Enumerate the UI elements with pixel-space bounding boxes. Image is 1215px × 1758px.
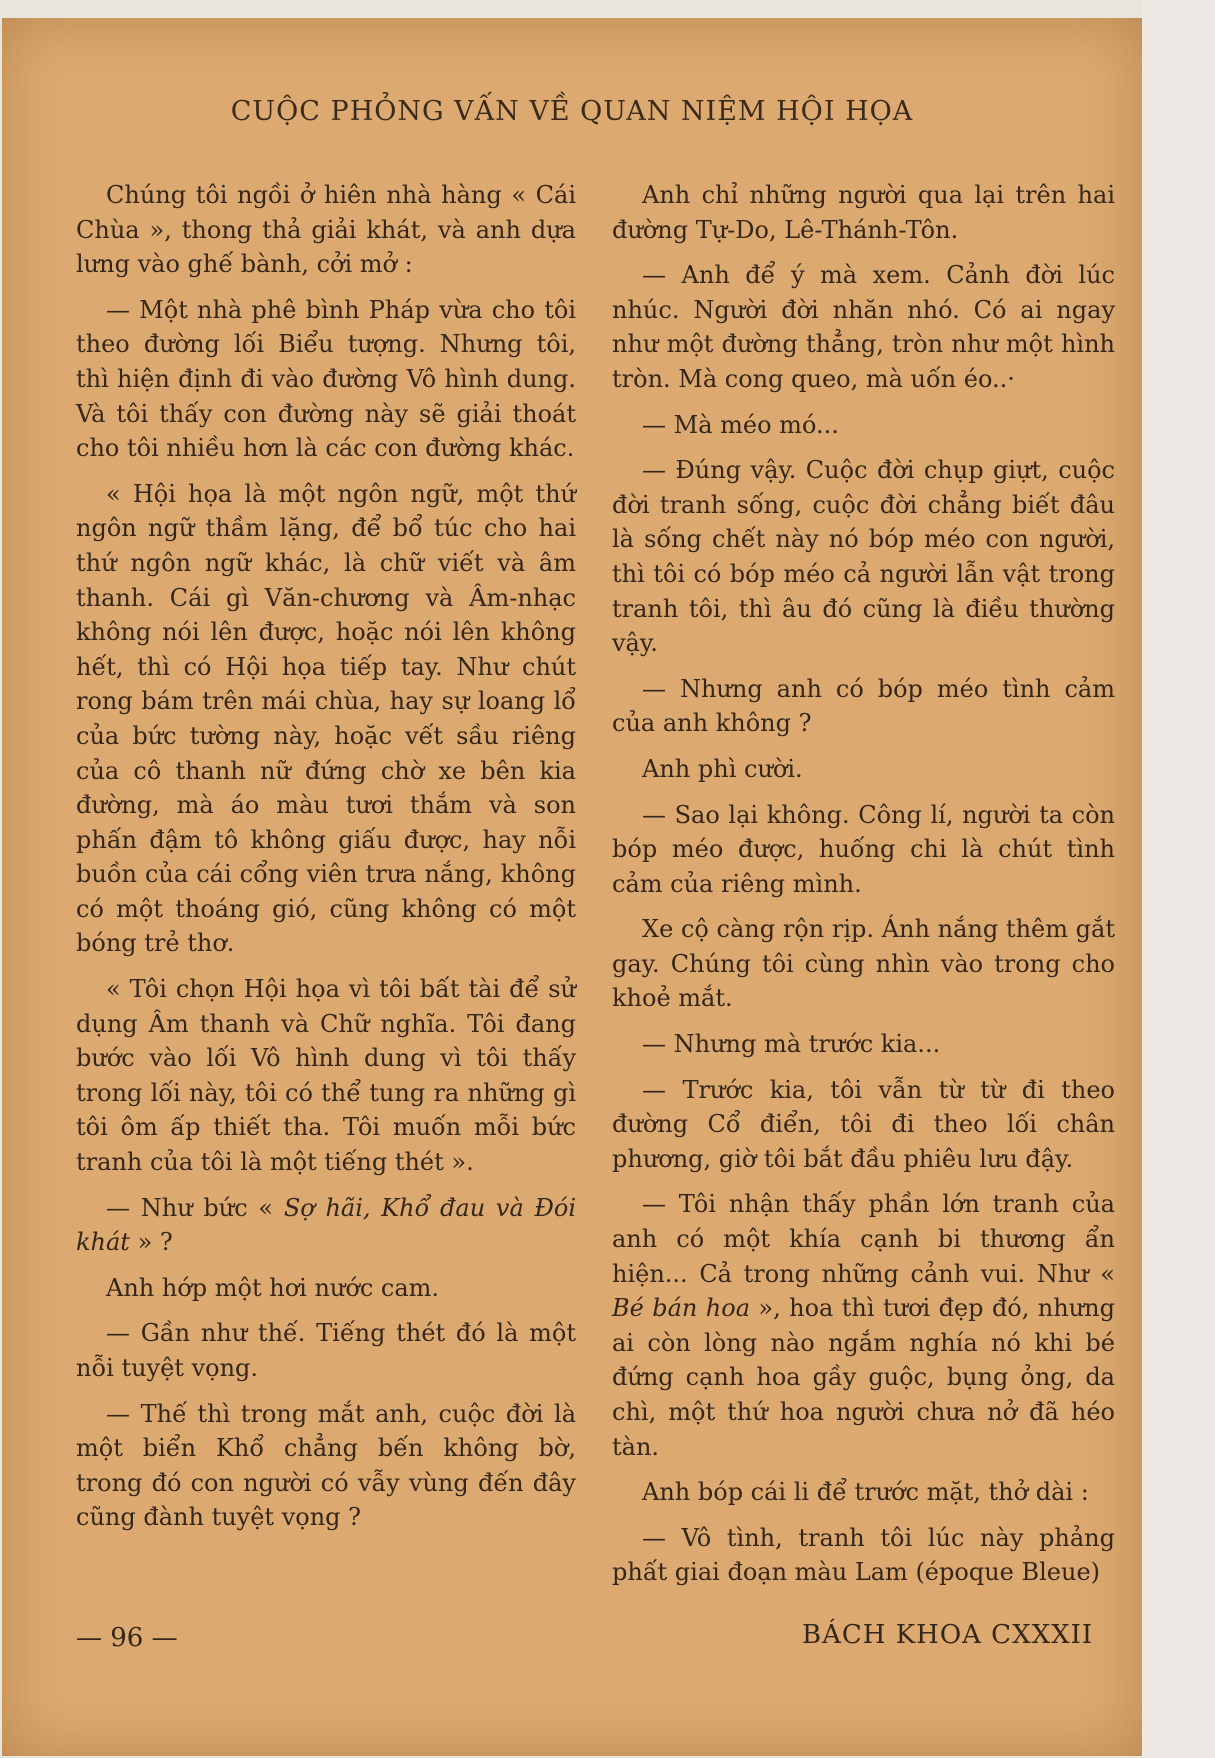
page-title: CUỘC PHỎNG VẤN VỀ QUAN NIỆM HỘI HỌA (230, 96, 914, 127)
paragraph: « Hội họa là một ngôn ngữ, một thứ ngôn ngữ thầm lặng, để bổ túc cho hai thứ ngôn ngữ khác, là chữ viết và âm thanh. Cái gì Văn-chương và Âm-nhạc không nói lên được, hoặc nói lên không hết, thì có Hội họa tiếp tay. Như chút rong bám trên mái chùa, hay sự loang lổ của bức tường này, hoặc vết sầu riêng của cô thanh nữ đứng chờ xe bên kia đường, mà áo màu tươi thắm và son phấn đậm tô không giấu được, hay nỗi buồn của cái cổng viên trưa nắng, không có một thoáng gió, cũng không có một bóng trẻ thơ. (76, 479, 576, 958)
paragraph: — Nhưng mà trước kia... (642, 1030, 941, 1059)
paragraph: Anh hớp một hơi nước cam. (106, 1273, 440, 1302)
text: — Như bức « (106, 1193, 284, 1222)
right-column (612, 178, 1115, 1601)
publication-name: BÁCH KHOA CXXXII (802, 1620, 1094, 1650)
paragraph: — Vô tình, tranh tôi lúc này phảng phất giai đoạn màu Lam (époque Bleue) (612, 1523, 1115, 1587)
artwork-title: Bé bán hoa (612, 1294, 751, 1323)
text: », hoa thì tươi đẹp đó, nhưng ai còn lòng nào ngắm nghía nó khi bé đứng cạnh hoa gầy guộc, bụng ỏng, da chì, một thứ hoa người chưa nở đã héo tàn. (612, 1294, 1115, 1461)
paragraph (612, 1187, 1115, 1464)
paragraph: — Một nhà phê bình Pháp vừa cho tôi theo đường lối Biểu tượng. Nhưng tôi, thì hiện định đi vào đường Vô hình dung. Và tôi thấy con đường này sẽ giải thoát cho tôi nhiều hơn là các con đường khác. (76, 295, 576, 463)
artwork-title: Sợ hãi, Khổ đau và Đói khát (76, 1193, 577, 1257)
page-number: — 96 — (76, 1623, 178, 1653)
paragraph: — Anh để ý mà xem. Cảnh đời lúc nhúc. Người đời nhăn nhó. Có ai ngay như một đường thẳng, tròn như một hình tròn. Mà cong queo, mà uốn éo..· (612, 261, 1115, 393)
paragraph: « Tôi chọn Hội họa vì tôi bất tài để sử dụng Âm thanh và Chữ nghĩa. Tôi đang bước vào lối Vô hình dung vì tôi thấy trong lối này, tôi có thể tung ra những gì tôi ôm ấp thiết tha. Tôi muốn mỗi bức tranh của tôi là một tiếng thét ». (76, 975, 576, 1177)
paragraph: Anh phì cười. (642, 754, 803, 783)
left-column (76, 178, 576, 1546)
paragraph: Anh chỉ những người qua lại trên hai đường Tự-Do, Lê-Thánh-Tôn. (612, 181, 1115, 244)
paragraph: Chúng tôi ngồi ở hiên nhà hàng « Cái Chùa », thong thả giải khát, và anh dựa lưng vào ghế bành, cởi mở : (76, 181, 576, 279)
text: » ? (129, 1228, 173, 1257)
paragraph: — Đúng vậy. Cuộc đời chụp giựt, cuộc đời tranh sống, cuộc đời chẳng biết đâu là sống chết này nó bóp méo con người, thì tôi có bóp méo cả người lẫn vật trong tranh tôi, thì âu đó cũng là điều thường vậy. (612, 456, 1115, 658)
paragraph (76, 1191, 576, 1260)
paragraph: — Nhưng anh có bóp méo tình cảm của anh không ? (612, 674, 1115, 738)
paragraph: — Mà méo mó... (642, 410, 839, 439)
magazine-page (2, 18, 1142, 1756)
page-edge (1142, 0, 1215, 1758)
paragraph: — Thế thì trong mắt anh, cuộc đời là một biển Khổ chẳng bến không bờ, trong đó con người có vẫy vùng đến đây cũng đành tuyệt vọng ? (76, 1399, 576, 1532)
paragraph: — Sao lại không. Công lí, người ta còn bóp méo được, huống chi là chút tình cảm của riêng mình. (612, 800, 1115, 898)
paragraph: — Gần như thế. Tiếng thét đó là một nỗi tuyệt vọng. (76, 1319, 576, 1382)
text: — Tôi nhận thấy phần lớn tranh của anh có một khía cạnh bi thương ẩn hiện... Cả trong những cảnh vui. Như « (612, 1190, 1115, 1288)
paragraph: — Trước kia, tôi vẫn từ từ đi theo đường Cổ điển, tôi đi theo lối chân phương, giờ tôi bắt đầu phiêu lưu đậy. (612, 1075, 1115, 1173)
paragraph: Xe cộ càng rộn rịp. Ánh nắng thêm gắt gay. Chúng tôi cùng nhìn vào trong cho khoẻ mắt. (612, 915, 1115, 1013)
paragraph: Anh bóp cái li để trước mặt, thở dài : (642, 1478, 1089, 1507)
